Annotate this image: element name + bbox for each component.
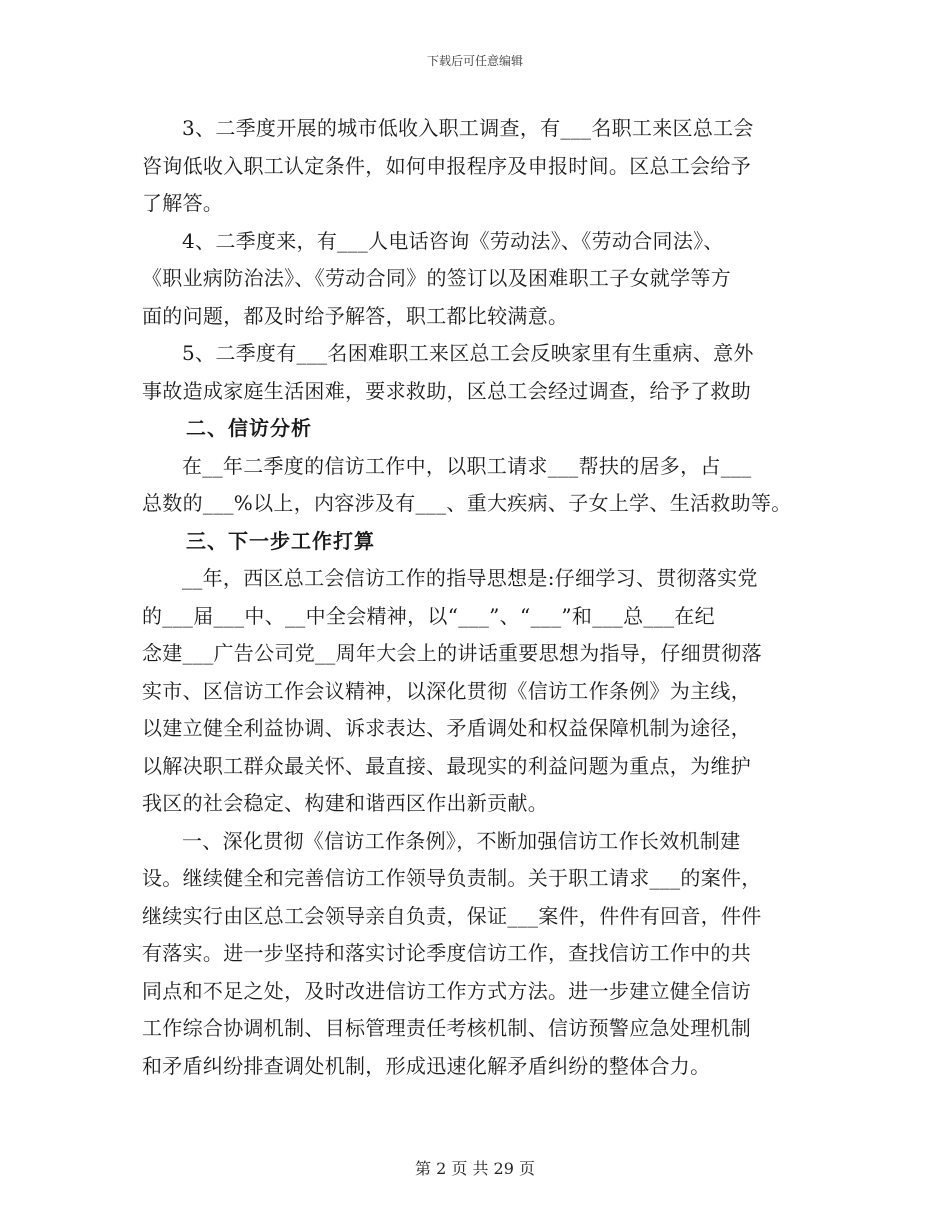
paragraph-line: 我区的社会稳定、构建和谐西区作出新贡献。: [142, 791, 548, 815]
paragraph-line: 以解决职工群众最关怀、最直接、最现实的利益问题为重点，为维护: [142, 753, 751, 778]
page-number: 第 2 页 共 29 页: [415, 1159, 535, 1178]
paragraph-line: 在__年二季度的信访工作中，以职工请求___帮扶的居多，占___: [182, 453, 752, 478]
page-header: 下载后可任意编辑: [426, 54, 523, 68]
paragraph-line: 设。继续健全和完善信访工作领导负责制。关于职工请求___的案件，: [142, 866, 762, 890]
document-body: [142, 110, 814, 1085]
paragraph-line: 工作综合协调机制、目标管理责任考核机制、信访预警应急处理机制: [142, 1016, 751, 1040]
paragraph-line: 继续实行由区总工会领导亲自负责，保证___案件，件件有回音，件件: [142, 903, 762, 928]
paragraph-line: 《职业病防治法》、《劳动合同》的签订以及困难职工子女就学等方: [142, 266, 731, 290]
paragraph-line: 面的问题，都及时给予解答，职工都比较满意。: [142, 303, 569, 328]
section-heading: 三、下一步工作打算: [186, 528, 375, 553]
paragraph-line: 咨询低收入职工认定条件，如何申报程序及申报时间。区总工会给予: [142, 153, 751, 178]
paragraph-line: 有落实。进一步坚持和落实讨论季度信访工作，查找信访工作中的共: [142, 941, 751, 965]
section-heading: 二、信访分析: [186, 416, 312, 440]
paragraph-line: 的___届___中、__中全会精神，以“___”、“___”和___总___在纪: [142, 603, 715, 628]
paragraph-line: 一、深化贯彻《信访工作条例》，不断加强信访工作长效机制建: [182, 828, 741, 853]
paragraph-line: 5、二季度有___名困难职工来区总工会反映家里有生重病、意外: [182, 341, 754, 365]
paragraph-line: 事故造成家庭生活困难，要求救助，区总工会经过调查，给予了救助: [142, 378, 751, 403]
paragraph-line: 3、二季度开展的城市低收入职工调查，有___名职工来区总工会: [182, 116, 754, 140]
paragraph-line: 同点和不足之处，及时改进信访工作方式方法。进一步建立健全信访: [142, 978, 751, 1003]
paragraph-line: 总数的___%以上，内容涉及有___、重大疾病、子女上学、生活救助等。: [142, 491, 792, 515]
paragraph-line: 念建___广告公司党__周年大会上的讲话重要思想为指导，仔细贯彻落: [142, 641, 762, 665]
paragraph-line: __年，西区总工会信访工作的指导思想是:仔细学习、贯彻落实党: [182, 566, 758, 590]
paragraph-line: 和矛盾纠纷排查调处机制，形成迅速化解矛盾纠纷的整体合力。: [142, 1053, 711, 1078]
paragraph-line: 4、二季度来，有___人电话咨询《劳动法》、《劳动合同法》、: [182, 228, 724, 253]
paragraph-line: 了解答。: [142, 191, 224, 215]
paragraph-line: 实市、区信访工作会议精神，以深化贯彻《信访工作条例》为主线，: [142, 678, 751, 703]
paragraph-line: 以建立健全利益协调、诉求表达、矛盾调处和权益保障机制为途径，: [142, 716, 751, 740]
